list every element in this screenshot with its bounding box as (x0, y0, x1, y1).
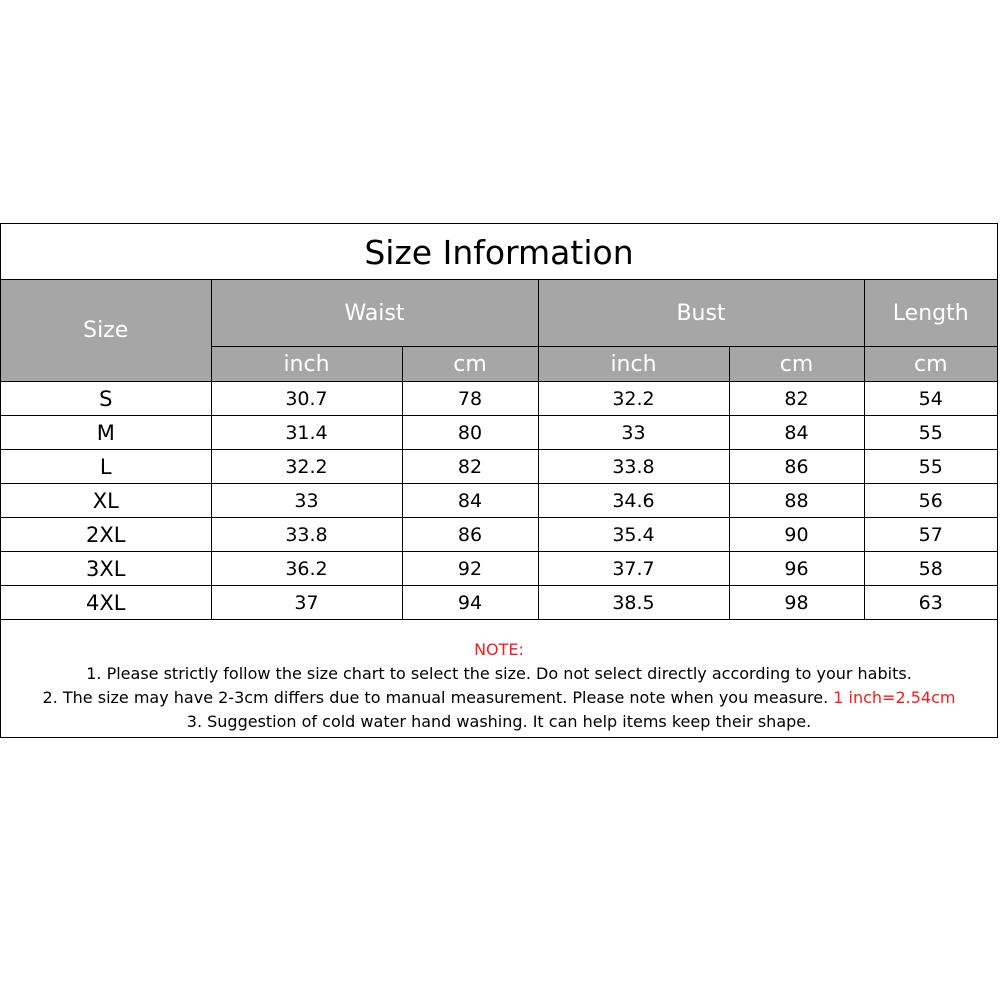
waist-inch-cell: 33.8 (211, 518, 402, 552)
table-row (1, 450, 997, 484)
table-row (1, 586, 997, 620)
table-row (1, 416, 997, 450)
waist-cm-cell: 80 (402, 416, 538, 450)
header-waist: Waist (211, 280, 538, 347)
length-cm-cell: 58 (864, 552, 997, 586)
unit-bust-inch: inch (538, 347, 729, 382)
waist-inch-cell: 36.2 (211, 552, 402, 586)
table-row (1, 518, 997, 552)
unit-waist-cm: cm (402, 347, 538, 382)
bust-cm-cell: 86 (729, 450, 864, 484)
waist-cm-cell: 94 (402, 586, 538, 620)
bust-inch-cell: 33 (538, 416, 729, 450)
waist-inch-cell: 32.2 (211, 450, 402, 484)
size-cell: 3XL (1, 552, 211, 586)
size-cell: S (1, 382, 211, 416)
bust-inch-cell: 37.7 (538, 552, 729, 586)
note-line-3: 3. Suggestion of cold water hand washing. It can help items keep their shape. (186, 712, 812, 731)
waist-cm-cell: 82 (402, 450, 538, 484)
size-cell: 4XL (1, 586, 211, 620)
header-size: Size (1, 280, 211, 382)
note-line-1: 1. Please strictly follow the size chart to select the size. Do not select directly according to your habits. (86, 664, 912, 683)
size-chart (0, 223, 998, 738)
waist-inch-cell: 31.4 (211, 416, 402, 450)
unit-length-cm: cm (864, 347, 997, 382)
bust-cm-cell: 96 (729, 552, 864, 586)
table-row (1, 552, 997, 586)
notes-section (1, 634, 997, 734)
waist-inch-cell: 37 (211, 586, 402, 620)
note-title: NOTE: (474, 640, 524, 659)
header-length: Length (864, 280, 997, 347)
bust-cm-cell: 84 (729, 416, 864, 450)
size-cell: L (1, 450, 211, 484)
bust-inch-cell: 35.4 (538, 518, 729, 552)
waist-cm-cell: 86 (402, 518, 538, 552)
length-cm-cell: 55 (864, 416, 997, 450)
length-cm-cell: 54 (864, 382, 997, 416)
unit-bust-cm: cm (729, 347, 864, 382)
waist-cm-cell: 84 (402, 484, 538, 518)
inch-conversion-note: 1 inch=2.54cm (833, 688, 956, 707)
note-line-2 (1, 686, 997, 710)
header-bust: Bust (538, 280, 864, 347)
table-row (1, 484, 997, 518)
bust-cm-cell: 98 (729, 586, 864, 620)
bust-cm-cell: 88 (729, 484, 864, 518)
unit-waist-inch: inch (211, 347, 402, 382)
table-row (1, 382, 997, 416)
size-cell: 2XL (1, 518, 211, 552)
length-cm-cell: 56 (864, 484, 997, 518)
chart-title: Size Information (1, 224, 997, 280)
length-cm-cell: 63 (864, 586, 997, 620)
bust-inch-cell: 32.2 (538, 382, 729, 416)
size-cell: M (1, 416, 211, 450)
bust-inch-cell: 38.5 (538, 586, 729, 620)
waist-inch-cell: 33 (211, 484, 402, 518)
bust-inch-cell: 34.6 (538, 484, 729, 518)
size-table (1, 280, 997, 620)
note-line-2-text: 2. The size may have 2-3cm differs due to manual measurement. Please note when you measure. (42, 688, 829, 707)
waist-cm-cell: 78 (402, 382, 538, 416)
waist-cm-cell: 92 (402, 552, 538, 586)
waist-inch-cell: 30.7 (211, 382, 402, 416)
length-cm-cell: 57 (864, 518, 997, 552)
bust-inch-cell: 33.8 (538, 450, 729, 484)
length-cm-cell: 55 (864, 450, 997, 484)
size-cell: XL (1, 484, 211, 518)
bust-cm-cell: 82 (729, 382, 864, 416)
bust-cm-cell: 90 (729, 518, 864, 552)
